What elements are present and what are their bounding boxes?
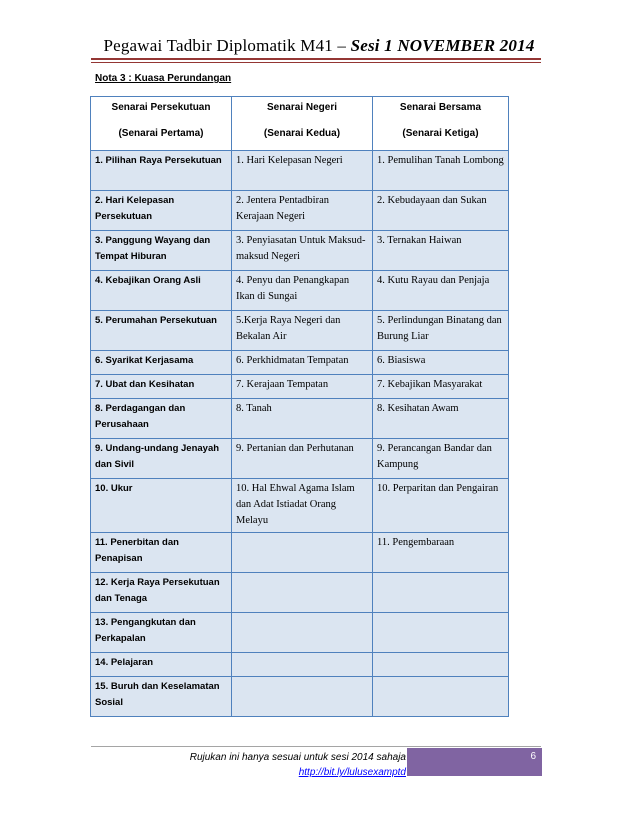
state-list-cell: 5.Kerja Raya Negeri dan Bekalan Air [232,311,373,351]
header-state-subtitle: (Senarai Kedua) [263,128,341,139]
header-cell-concurrent [373,97,509,151]
footer-text [160,750,406,780]
state-list-cell: 6. Perkhidmatan Tempatan [232,351,373,375]
header-federal-title: Senarai Persekutuan [111,102,211,113]
concurrent-list-cell: 7. Kebajikan Masyarakat [373,375,509,399]
state-list-cell [232,677,373,717]
table-row [91,399,509,439]
federal-list-cell: 5. Perumahan Persekutuan [91,311,232,351]
concurrent-list-cell: 11. Pengembaraan [373,533,509,573]
concurrent-list-cell: 4. Kutu Rayau dan Penjaja [373,271,509,311]
header-title: Pegawai Tadbir Diplomatik M41 – [103,36,351,55]
footer-rule [91,746,541,747]
table-header-row [91,97,509,151]
concurrent-list-cell [373,573,509,613]
state-list-cell: 3. Penyiasatan Untuk Maksud-maksud Negeri [232,231,373,271]
federal-list-cell: 8. Perdagangan dan Perusahaan [91,399,232,439]
header-session: Sesi 1 NOVEMBER 2014 [350,36,535,55]
table-row [91,479,509,533]
federal-list-cell: 2. Hari Kelepasan Persekutuan [91,191,232,231]
section-title: Nota 3 : Kuasa Perundangan [95,73,232,84]
federal-list-cell: 14. Pelajaran [91,653,232,677]
concurrent-list-cell: 5. Perlindungan Binatang dan Burung Liar [373,311,509,351]
federal-list-cell: 4. Kebajikan Orang Asli [91,271,232,311]
table-row [91,231,509,271]
state-list-cell: 10. Hal Ehwal Agama Islam dan Adat Istiadat Orang Melayu [232,479,373,533]
state-list-cell: 2. Jentera Pentadbiran Kerajaan Negeri [232,191,373,231]
header-concurrent-subtitle: (Senarai Ketiga) [402,128,479,139]
header-cell-federal [91,97,232,151]
state-list-cell [232,613,373,653]
page-number: 6 [530,751,536,762]
federal-list-cell: 1. Pilihan Raya Persekutuan [91,151,232,191]
state-list-cell: 1. Hari Kelepasan Negeri [232,151,373,191]
table-row [91,653,509,677]
page-number-box [407,748,542,776]
state-list-cell [232,533,373,573]
header-federal-subtitle: (Senarai Pertama) [118,128,204,139]
concurrent-list-cell: 3. Ternakan Haiwan [373,231,509,271]
header-concurrent-title: Senarai Bersama [399,102,482,113]
footer-link[interactable]: http://bit.ly/lulusexamptd [298,767,406,778]
federal-list-cell: 7. Ubat dan Kesihatan [91,375,232,399]
state-list-cell: 7. Kerajaan Tempatan [232,375,373,399]
state-list-cell: 9. Pertanian dan Perhutanan [232,439,373,479]
table-row [91,613,509,653]
state-list-cell: 4. Penyu dan Penangkapan Ikan di Sungai [232,271,373,311]
table-row [91,573,509,613]
federal-list-cell: 10. Ukur [91,479,232,533]
federal-list-cell: 3. Panggung Wayang dan Tempat Hiburan [91,231,232,271]
federal-list-cell: 11. Penerbitan dan Penapisan [91,533,232,573]
table-row [91,191,509,231]
table-row [91,311,509,351]
table-row [91,533,509,573]
concurrent-list-cell [373,613,509,653]
concurrent-list-cell [373,677,509,717]
table-row [91,351,509,375]
federal-list-cell: 9. Undang-undang Jenayah dan Sivil [91,439,232,479]
table-row [91,439,509,479]
federal-list-cell: 12. Kerja Raya Persekutuan dan Tenaga [91,573,232,613]
state-list-cell: 8. Tanah [232,399,373,439]
federal-list-cell: 15. Buruh dan Keselamatan Sosial [91,677,232,717]
state-list-cell [232,653,373,677]
header-cell-state [232,97,373,151]
concurrent-list-cell: 6. Biasiswa [373,351,509,375]
federal-list-cell: 13. Pengangkutan dan Perkapalan [91,613,232,653]
header-rule [91,58,541,60]
concurrent-list-cell [373,653,509,677]
page-header [0,36,638,56]
legislative-lists-table [90,96,509,717]
table-row [91,271,509,311]
header-rule-thin [91,62,541,63]
concurrent-list-cell: 8. Kesihatan Awam [373,399,509,439]
table-row [91,677,509,717]
table-row [91,151,509,191]
concurrent-list-cell: 2. Kebudayaan dan Sukan [373,191,509,231]
state-list-cell [232,573,373,613]
concurrent-list-cell: 1. Pemulihan Tanah Lombong [373,151,509,191]
table-row [91,375,509,399]
federal-list-cell: 6. Syarikat Kerjasama [91,351,232,375]
concurrent-list-cell: 10. Perparitan dan Pengairan [373,479,509,533]
footer-note: Rujukan ini hanya sesuai untuk sesi 2014 sahaja [189,752,406,763]
concurrent-list-cell: 9. Perancangan Bandar dan Kampung [373,439,509,479]
header-state-title: Senarai Negeri [266,102,338,113]
